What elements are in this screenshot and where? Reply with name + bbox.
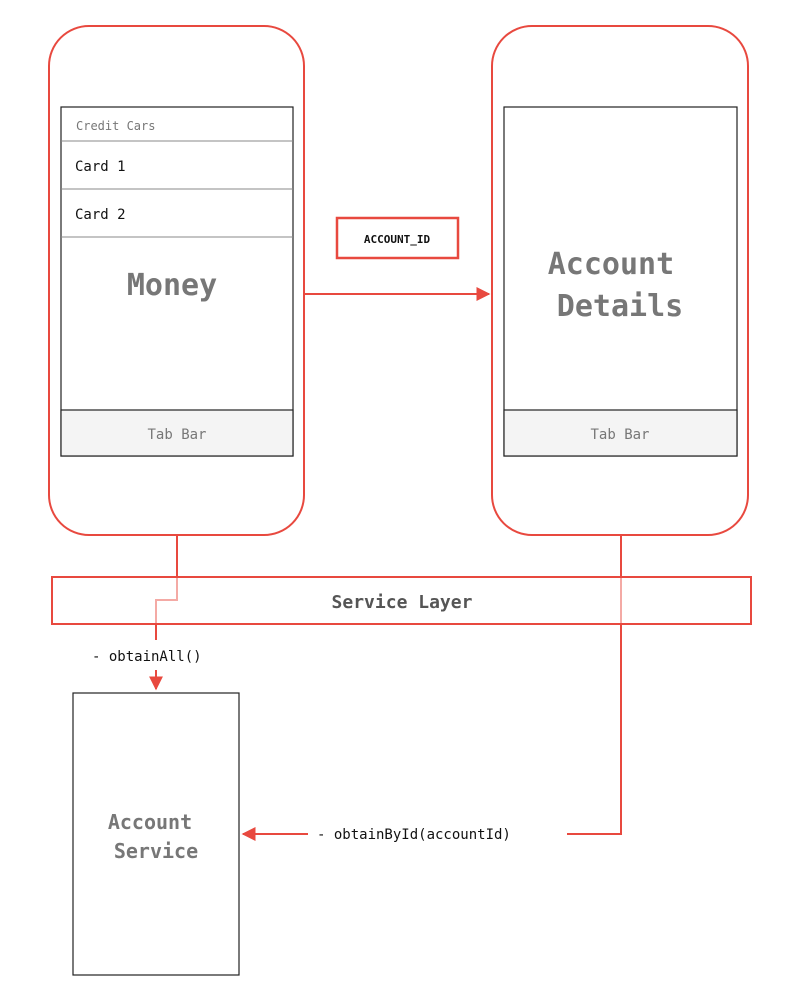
obtain-by-id-label: - obtainById(accountId) [317,827,511,843]
card-list-item[interactable] [75,159,126,175]
phone-money [49,26,304,535]
card-list-item[interactable] [75,207,126,223]
obtain-by-id-connector [567,624,621,834]
tab-bar-label: Tab Bar [590,427,650,443]
title-line: Details [556,289,684,324]
card-item-label: Card 1 [75,159,126,175]
service-layer-label: Service Layer [331,592,473,613]
tab-bar-label: Tab Bar [147,427,207,443]
phone-account-details [492,26,748,535]
section-header-credit-cards: Credit Cars [76,119,156,133]
title-line: Service [113,839,199,863]
title-line: Account [547,247,675,282]
screen-title-money: Money [126,268,218,303]
obtain-all-label: - obtainAll() [92,649,202,665]
card-item-label: Card 2 [75,207,126,223]
title-line: Account [107,810,193,834]
account-service-box [73,693,239,975]
param-label-account-id: ACCOUNT_ID [363,233,431,246]
